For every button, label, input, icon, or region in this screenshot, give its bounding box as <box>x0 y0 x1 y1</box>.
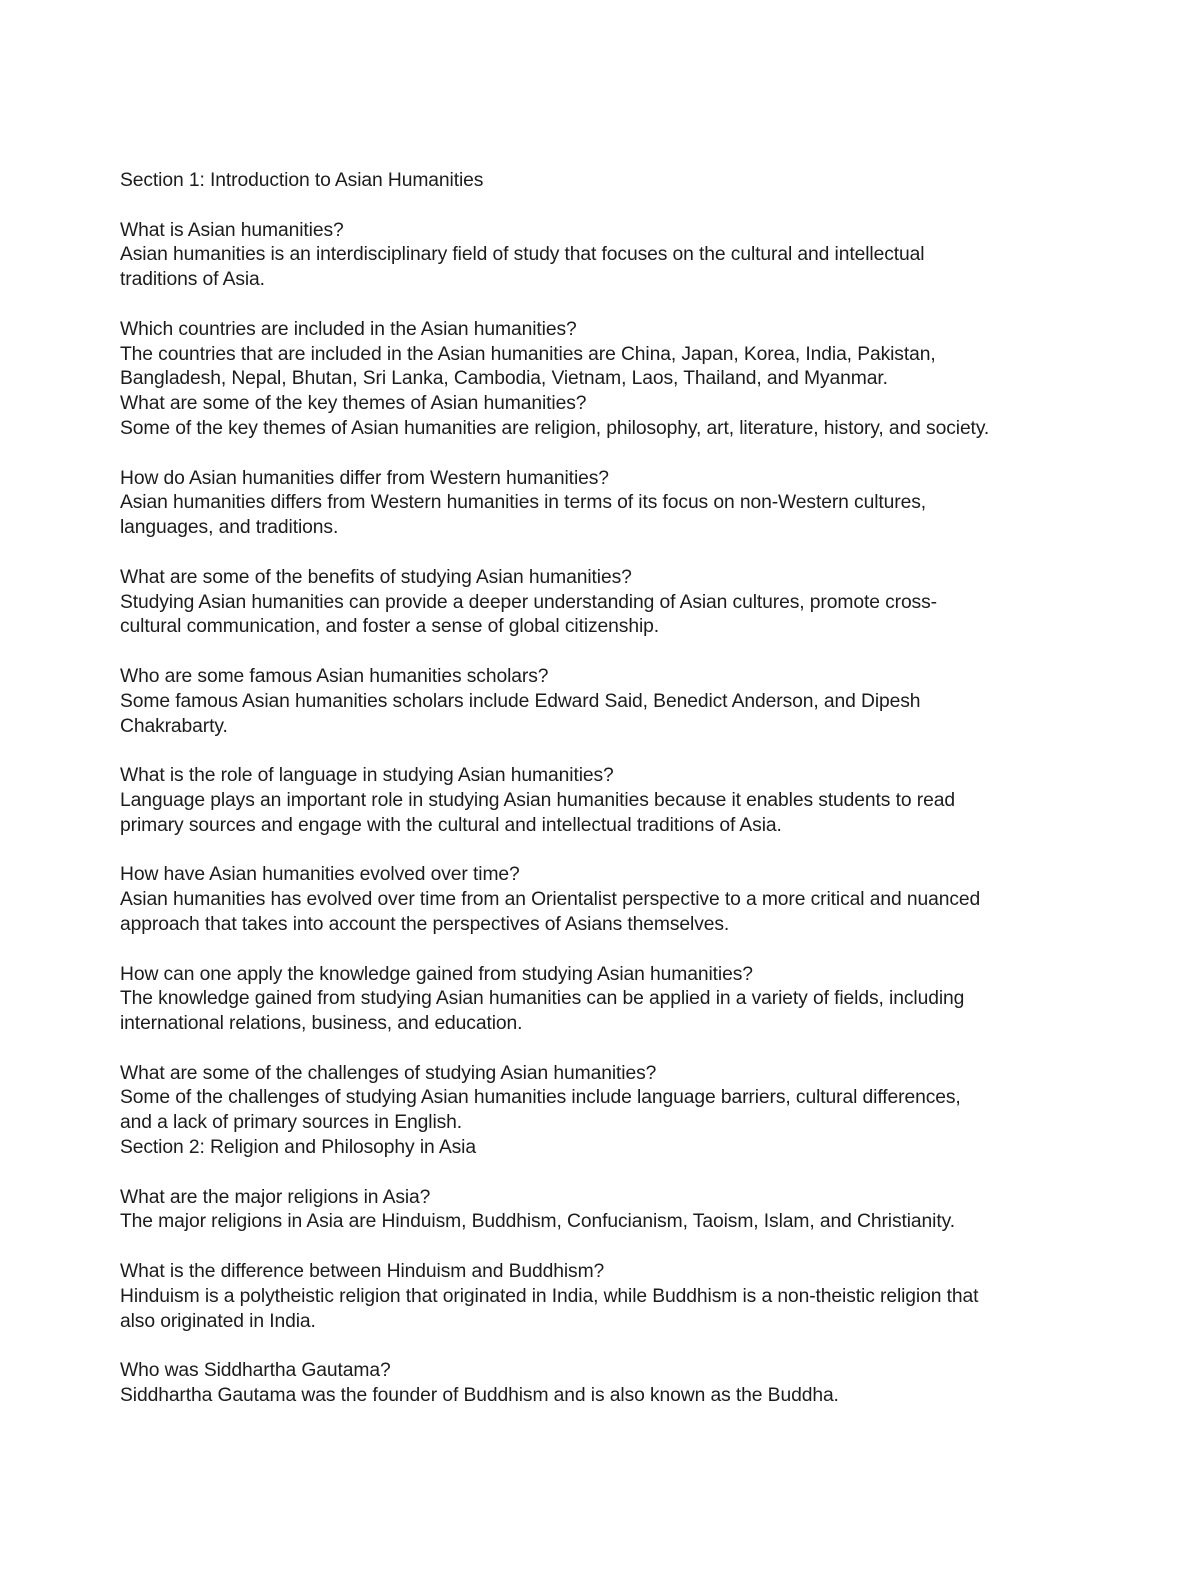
blank-line <box>120 739 1095 764</box>
question-line: Who was Siddhartha Gautama? <box>120 1360 391 1382</box>
answer-line: cultural communication, and foster a sense of global citizenship. <box>120 616 660 638</box>
question-line: What is the difference between Hinduism and Buddhism? <box>120 1261 605 1283</box>
blank-line <box>120 293 1095 318</box>
blank-line <box>120 640 1095 665</box>
blank-line <box>120 1334 1095 1359</box>
blank-line <box>120 1161 1095 1186</box>
question-line: How have Asian humanities evolved over time? <box>120 864 520 886</box>
answer-line: primary sources and engage with the cultural and intellectual traditions of Asia. <box>120 814 782 836</box>
answer-line: Asian humanities is an interdisciplinary field of study that focuses on the cultural and intellectual <box>120 244 925 266</box>
answer-line: international relations, business, and education. <box>120 1013 523 1035</box>
answer-line: Language plays an important role in studying Asian humanities because it enables students to read <box>120 789 955 811</box>
question-line: What are the major religions in Asia? <box>120 1186 431 1208</box>
document-page <box>120 169 1095 1409</box>
answer-line: Bangladesh, Nepal, Bhutan, Sri Lanka, Cambodia, Vietnam, Laos, Thailand, and Myanmar. <box>120 368 888 390</box>
answer-line: also originated in India. <box>120 1310 316 1332</box>
question-line: What are some of the benefits of studying Asian humanities? <box>120 566 632 588</box>
answer-line: Asian humanities differs from Western humanities in terms of its focus on non-Western cultures, <box>120 492 927 514</box>
question-line: How do Asian humanities differ from Western humanities? <box>120 467 609 489</box>
question-line: Which countries are included in the Asian humanities? <box>120 318 577 340</box>
answer-line: Hinduism is a polytheistic religion that originated in India, while Buddhism is a non-theistic religion that <box>120 1285 979 1307</box>
answer-line: approach that takes into account the perspectives of Asians themselves. <box>120 913 730 935</box>
blank-line <box>120 938 1095 963</box>
answer-line: The knowledge gained from studying Asian humanities can be applied in a variety of fields, including <box>120 988 965 1010</box>
blank-line <box>120 442 1095 467</box>
question-line: How can one apply the knowledge gained from studying Asian humanities? <box>120 963 753 985</box>
answer-line: Siddhartha Gautama was the founder of Buddhism and is also known as the Buddha. <box>120 1385 839 1407</box>
answer-line: Some of the key themes of Asian humanities are religion, philosophy, art, literature, history, and society. <box>120 417 990 439</box>
section-2-heading: Section 2: Religion and Philosophy in Asia <box>120 1137 476 1159</box>
answer-line: Chakrabarty. <box>120 715 228 737</box>
blank-line <box>120 1037 1095 1062</box>
answer-line: traditions of Asia. <box>120 269 265 291</box>
question-line: What is the role of language in studying Asian humanities? <box>120 765 614 787</box>
answer-line: Some of the challenges of studying Asian humanities include language barriers, cultural differences, <box>120 1087 961 1109</box>
blank-line <box>120 839 1095 864</box>
blank-line <box>120 194 1095 219</box>
question-line: What are some of the challenges of studying Asian humanities? <box>120 1062 657 1084</box>
answer-line: Studying Asian humanities can provide a deeper understanding of Asian cultures, promote cross- <box>120 591 937 613</box>
answer-line: Asian humanities has evolved over time from an Orientalist perspective to a more critical and nuanced <box>120 889 981 911</box>
question-line: What is Asian humanities? <box>120 219 344 241</box>
answer-line: languages, and traditions. <box>120 517 339 539</box>
answer-line: The countries that are included in the Asian humanities are China, Japan, Korea, India, Pakistan, <box>120 343 936 365</box>
answer-line: Some famous Asian humanities scholars include Edward Said, Benedict Anderson, and Dipesh <box>120 690 921 712</box>
question-line: What are some of the key themes of Asian humanities? <box>120 393 587 415</box>
answer-line: and a lack of primary sources in English. <box>120 1112 463 1134</box>
answer-line: The major religions in Asia are Hinduism, Buddhism, Confucianism, Taoism, Islam, and Christianity. <box>120 1211 955 1233</box>
blank-line <box>120 1235 1095 1260</box>
section-1-heading: Section 1: Introduction to Asian Humanities <box>120 170 484 191</box>
question-line: Who are some famous Asian humanities scholars? <box>120 665 549 687</box>
blank-line <box>120 541 1095 566</box>
